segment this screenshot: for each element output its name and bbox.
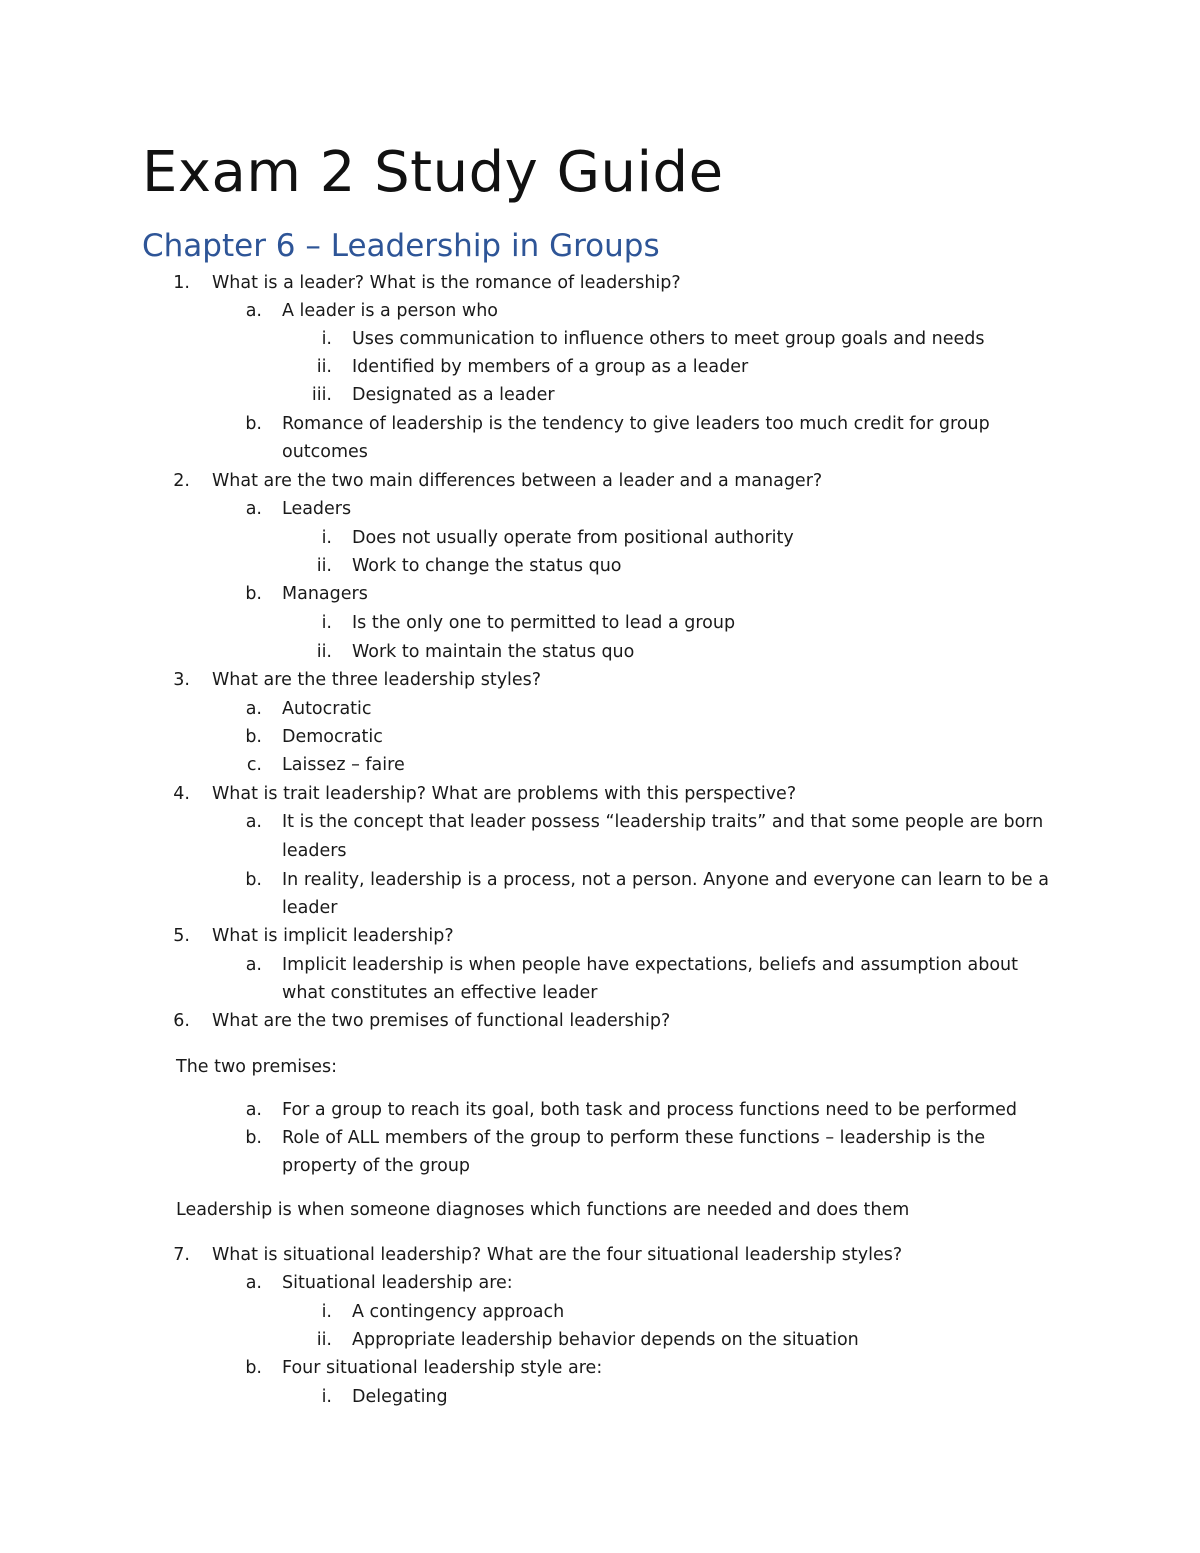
- q4-a-text-line1: It is the concept that leader possess “leadership traits” and that some people are born: [282, 812, 1044, 832]
- q1-a-iii-marker: iii.: [311, 385, 332, 405]
- q7-a-ii-text: Appropriate leadership behavior depends on the situation: [352, 1330, 859, 1350]
- q6-a-marker: a.: [245, 1100, 262, 1120]
- q7-b-text: Four situational leadership style are:: [282, 1358, 603, 1378]
- q3-number: 3.: [173, 670, 190, 690]
- q7-number: 7.: [173, 1245, 190, 1265]
- q2-a-text: Leaders: [282, 499, 352, 519]
- q7-b-marker: b.: [245, 1358, 262, 1378]
- q7-a-text: Situational leadership are:: [282, 1273, 513, 1293]
- q4-b-text-line1: In reality, leadership is a process, not a person. Anyone and everyone can learn to be a: [282, 870, 1049, 890]
- q5-question: What is implicit leadership?: [212, 926, 454, 946]
- q1-a-text: A leader is a person who: [282, 301, 499, 321]
- q2-number: 2.: [173, 471, 190, 491]
- q2-b-ii-marker: ii.: [316, 642, 332, 662]
- q4-number: 4.: [173, 784, 190, 804]
- q7-a-ii-marker: ii.: [316, 1330, 332, 1350]
- q4-question: What is trait leadership? What are problems with this perspective?: [212, 784, 797, 804]
- q4-a-marker: a.: [245, 812, 262, 832]
- q2-b-i-text: Is the only one to permitted to lead a group: [352, 613, 736, 633]
- q7-question: What is situational leadership? What are the four situational leadership styles?: [212, 1245, 903, 1265]
- q6-a-text: For a group to reach its goal, both task and process functions need to be performed: [282, 1100, 1018, 1120]
- q1-a-ii-marker: ii.: [316, 357, 332, 377]
- q4-b-marker: b.: [245, 870, 262, 890]
- q7-a-i-marker: i.: [321, 1302, 332, 1322]
- q7-a-marker: a.: [245, 1273, 262, 1293]
- q1-b-text-line2: outcomes: [282, 442, 368, 462]
- q1-a-iii-text: Designated as a leader: [352, 385, 555, 405]
- q6-b-text-line1: Role of ALL members of the group to perform these functions – leadership is the: [282, 1128, 986, 1148]
- q7-b-i-text: Delegating: [352, 1387, 448, 1407]
- q5-a-text-line2: what constitutes an effective leader: [282, 983, 598, 1003]
- q5-number: 5.: [173, 926, 190, 946]
- q2-a-i-text: Does not usually operate from positional authority: [352, 528, 794, 548]
- q6-b-text-line2: property of the group: [282, 1156, 471, 1176]
- q1-a-marker: a.: [245, 301, 262, 321]
- q3-a-text: Autocratic: [282, 699, 372, 719]
- q6-summary: Leadership is when someone diagnoses which functions are needed and does them: [176, 1200, 910, 1220]
- q1-a-ii-text: Identified by members of a group as a leader: [352, 357, 749, 377]
- q3-c-text: Laissez – faire: [282, 755, 405, 775]
- q1-question: What is a leader? What is the romance of leadership?: [212, 273, 681, 293]
- q2-a-i-marker: i.: [321, 528, 332, 548]
- q3-question: What are the three leadership styles?: [212, 670, 542, 690]
- chapter-heading: Chapter 6 – Leadership in Groups: [142, 228, 660, 264]
- q7-a-i-text: A contingency approach: [352, 1302, 565, 1322]
- q5-a-marker: a.: [245, 955, 262, 975]
- q4-b-text-line2: leader: [282, 898, 338, 918]
- q3-b-text: Democratic: [282, 727, 383, 747]
- q3-c-marker: c.: [246, 755, 262, 775]
- q6-b-marker: b.: [245, 1128, 262, 1148]
- q4-a-text-line2: leaders: [282, 841, 347, 861]
- document-title: Exam 2 Study Guide: [142, 140, 724, 205]
- q2-a-marker: a.: [245, 499, 262, 519]
- q2-b-text: Managers: [282, 584, 368, 604]
- q3-b-marker: b.: [245, 727, 262, 747]
- q6-intro: The two premises:: [176, 1057, 338, 1077]
- q1-b-marker: b.: [245, 414, 262, 434]
- q2-b-marker: b.: [245, 584, 262, 604]
- q1-b-text-line1: Romance of leadership is the tendency to give leaders too much credit for group: [282, 414, 990, 434]
- q2-b-ii-text: Work to maintain the status quo: [352, 642, 635, 662]
- q2-b-i-marker: i.: [321, 613, 332, 633]
- q2-a-ii-text: Work to change the status quo: [352, 556, 622, 576]
- q6-number: 6.: [173, 1011, 190, 1031]
- q1-number: 1.: [173, 273, 190, 293]
- q2-a-ii-marker: ii.: [316, 556, 332, 576]
- q6-question: What are the two premises of functional leadership?: [212, 1011, 671, 1031]
- q5-a-text-line1: Implicit leadership is when people have expectations, beliefs and assumption about: [282, 955, 1018, 975]
- q3-a-marker: a.: [245, 699, 262, 719]
- q1-a-i-marker: i.: [321, 329, 332, 349]
- q7-b-i-marker: i.: [321, 1387, 332, 1407]
- q2-question: What are the two main differences between a leader and a manager?: [212, 471, 823, 491]
- q1-a-i-text: Uses communication to influence others to meet group goals and needs: [352, 329, 985, 349]
